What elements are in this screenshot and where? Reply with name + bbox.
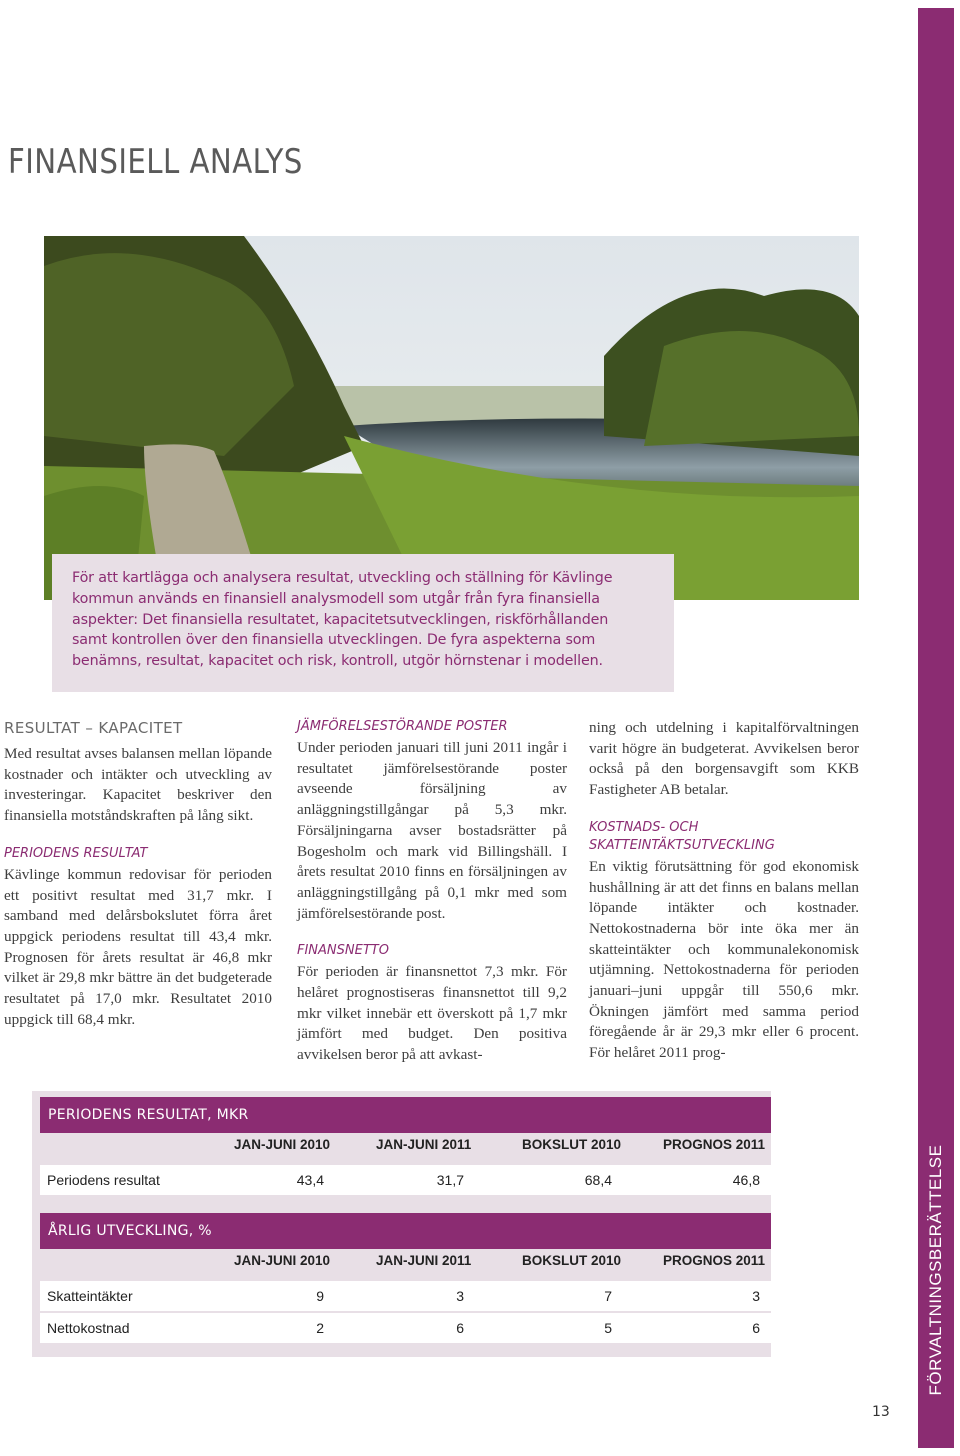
body-paragraph: Under perioden januari till juni 2011 ingår i resultatet jämförelsestörande poster avseende försäljning av anläggningstillgångar på 5,3 mkr. Försäljningarna avser bostadsrätter på Bogesholm och mark vid Billingshäll. I årets resultat 2010 finns en försäljningen av anläggningstillgång på 0,1 mkr med som jämförelsestörande post. (297, 739, 567, 922)
intro-line: kommun används en finansiell analysmodell som utgår från fyra finansiella (72, 590, 600, 607)
column-header: BOKSLUT 2010 (522, 1137, 622, 1152)
intro-box (52, 554, 674, 692)
intro-line: samt kontrollen över den finansiella utvecklingen. De fyra aspekterna som (72, 632, 596, 649)
tables-panel (32, 1091, 771, 1357)
subheading: FINANSNETTO (297, 943, 389, 959)
subheading: PERIODENS RESULTAT (4, 845, 148, 861)
sidebar-label-text: FÖRVALTNINGSBERÄTTELSE (926, 1144, 945, 1396)
body-paragraph: En viktig förutsättning för god ekonomisk hushållning är att det finns en balans mellan löpande intäkter och kostnader. Nettokostnaderna bör inte öka mer än skatteintäkter och kommunalekonomisk utjämning. Nettokostnaderna för perioden januari–juni uppgår till 550,6 mkr. Ökningen jämfört med samma period föregående år är 29,3 mkr eller 6 procent. För helåret 2011 prog- (589, 857, 859, 1062)
table-cell: 68,4 (584, 1172, 612, 1188)
intro-line: För att kartlägga och analysera resultat, utveckling och ställning för Kävlinge (72, 570, 613, 586)
subheading: JÄMFÖRELSESTÖRANDE POSTER (297, 719, 508, 734)
body-paragraph: Med resultat avses balansen mellan löpande kostnader och intäkter och utveckling av investeringar. Kapacitet beskriver den finansiella motståndskraften på lång sikt. (4, 745, 272, 825)
body-paragraph: För perioden är finansnettot 7,3 mkr. För helåret prognostiseras finansnettot till 9,2 mkr vilket innebär ett överskott på 1,7 mkr jämfört med budget. Den positiva avvikelsen beror på att avkast- (297, 963, 567, 1064)
table-cell: 2 (316, 1320, 324, 1336)
row-label: Periodens resultat (47, 1172, 160, 1188)
column-header: BOKSLUT 2010 (522, 1253, 622, 1268)
column-header: PROGNOS 2011 (663, 1137, 766, 1152)
page-number: 13 (872, 1404, 890, 1420)
table-cell: 7 (604, 1288, 612, 1304)
table-row (40, 1281, 771, 1311)
table-cell: 6 (752, 1320, 760, 1336)
column-header: PROGNOS 2011 (663, 1253, 766, 1268)
table-row (40, 1313, 771, 1343)
column-header: JAN-JUNI 2011 (376, 1137, 472, 1152)
column-header: JAN-JUNI 2010 (234, 1253, 331, 1268)
table-cell: 43,4 (296, 1172, 324, 1188)
table-cell: 9 (316, 1288, 324, 1304)
column-header: JAN-JUNI 2011 (376, 1253, 472, 1268)
section-heading: RESULTAT – KAPACITET (4, 719, 183, 737)
table-cell: 3 (456, 1288, 464, 1304)
page-title: FINANSIELL ANALYS (8, 142, 303, 182)
row-label: Nettokostnad (47, 1320, 130, 1336)
table-title: ÅRLIG UTVECKLING, % (40, 1213, 771, 1249)
row-label: Skatteintäkter (47, 1288, 133, 1304)
table-cell: 6 (456, 1320, 464, 1336)
table-cell: 31,7 (436, 1172, 464, 1188)
intro-line: aspekter: Det finansiella resultatet, kapacitetsutvecklingen, riskförhållanden (72, 611, 609, 628)
table-title: PERIODENS RESULTAT, MKR (40, 1097, 771, 1133)
column-header: JAN-JUNI 2010 (234, 1137, 331, 1152)
body-paragraph: ning och utdelning i kapitalförvaltningen varit högre än budgeterat. Avvikelsen beror också på den borgensavgift som KKB Fastigheter AB betalar. (589, 719, 859, 799)
subheading: KOSTNADS- OCH SKATTEINTÄKTSUTVECKLING (589, 819, 775, 853)
text-column-3 (589, 718, 859, 1064)
landscape-photo (44, 236, 859, 600)
river-landscape-image (44, 236, 859, 600)
intro-line: benämns, resultat, kapacitet och risk, kontroll, utgör hörnstenar i modellen. (72, 653, 603, 670)
text-column-2 (297, 718, 567, 1066)
table-cell: 5 (604, 1320, 612, 1336)
text-column-1 (4, 718, 272, 1030)
table-cell: 46,8 (732, 1172, 760, 1188)
sidebar-section-label (918, 1144, 954, 1396)
table-cell: 3 (752, 1288, 760, 1304)
body-paragraph: Kävlinge kommun redovisar för perioden ett positivt resultat med 31,7 mkr. I samband med delårsbokslutet förra året uppgick periodens resultat till 43,4 mkr. Prognosen för årets resultat är 46,8 mkr vilket är 29,8 mkr bättre än det budgeterade resultatet på 17,0 mkr. Resultatet 2010 uppgick till 68,4 mkr. (4, 865, 272, 1028)
table-row (40, 1165, 771, 1195)
